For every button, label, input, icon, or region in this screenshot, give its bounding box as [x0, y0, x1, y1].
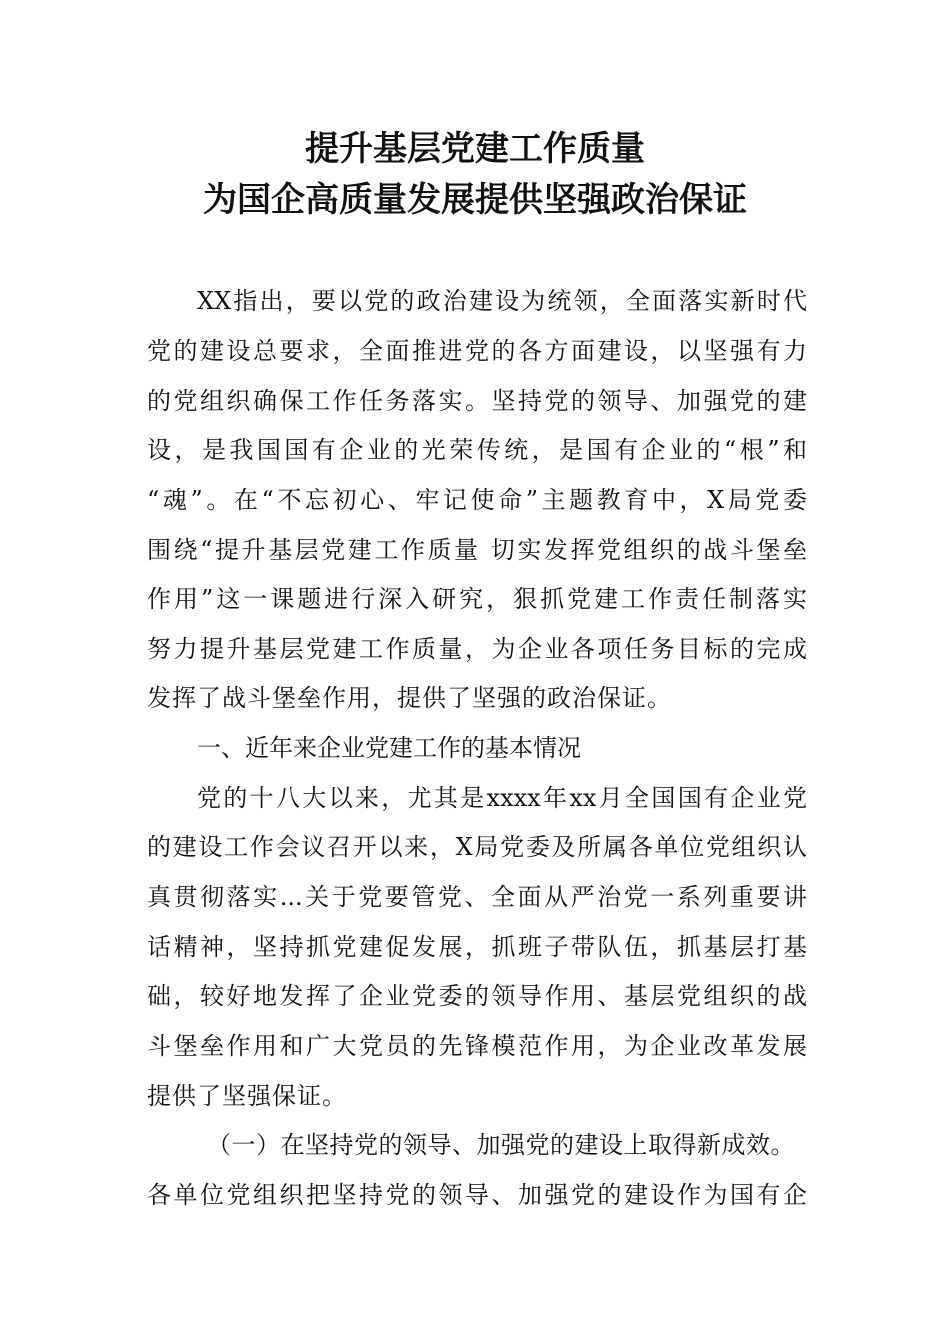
- section-heading: 一、近年来企业党建工作的基本情况: [197, 734, 581, 762]
- subsection-paragraph-line: 各单位党组织把坚持党的领导、加强党的建设作为国有企: [147, 1181, 807, 1209]
- subsection-heading: （一）在坚持党的领导、加强党的建设上取得新成效。: [207, 1131, 795, 1159]
- intro-paragraph-line: 围绕“提升基层党建工作质量 切实发挥党组织的战斗堡垒: [147, 536, 807, 564]
- intro-paragraph-line: 发挥了战斗堡垒作用，提供了坚强的政治保证。: [147, 684, 672, 712]
- intro-paragraph-line: 努力提升基层党建工作质量，为企业各项任务目标的完成: [147, 635, 807, 663]
- intro-paragraph-line: 党的建设总要求，全面推进党的各方面建设，以坚强有力: [147, 337, 807, 365]
- document-title-line-1: 提升基层党建工作质量: [305, 129, 645, 169]
- section-paragraph-line: 础，较好地发挥了企业党委的领导作用、基层党组织的战: [147, 982, 807, 1010]
- intro-paragraph-line: XX指出，要以党的政治建设为统领，全面落实新时代: [197, 287, 807, 315]
- intro-paragraph-line: 设，是我国国有企业的光荣传统，是国有企业的“根”和: [147, 436, 807, 464]
- section-paragraph-line: 党的十八大以来，尤其是xxxx年xx月全国国有企业党: [197, 784, 807, 812]
- section-paragraph-line: 斗堡垒作用和广大党员的先锋模范作用，为企业改革发展: [147, 1032, 807, 1060]
- document-title-line-2: 为国企高质量发展提供坚强政治保证: [203, 180, 747, 220]
- intro-paragraph-line: 作用”这一课题进行深入研究，狠抓党建工作责任制落实: [147, 585, 807, 613]
- section-paragraph-line: 的建设工作会议召开以来，X局党委及所属各单位党组织认: [147, 833, 807, 861]
- intro-paragraph-line: “魂”。在“不忘初心、牢记使命”主题教育中，X局党委: [147, 486, 807, 514]
- section-paragraph-line: 提供了坚强保证。: [147, 1082, 347, 1110]
- intro-paragraph-line: 的党组织确保工作任务落实。坚持党的领导、加强党的建: [147, 387, 807, 415]
- section-paragraph-line: 话精神，坚持抓党建促发展，抓班子带队伍，抓基层打基: [147, 933, 807, 961]
- section-paragraph-line: 真贯彻落实...关于党要管党、全面从严治党一系列重要讲: [147, 883, 807, 911]
